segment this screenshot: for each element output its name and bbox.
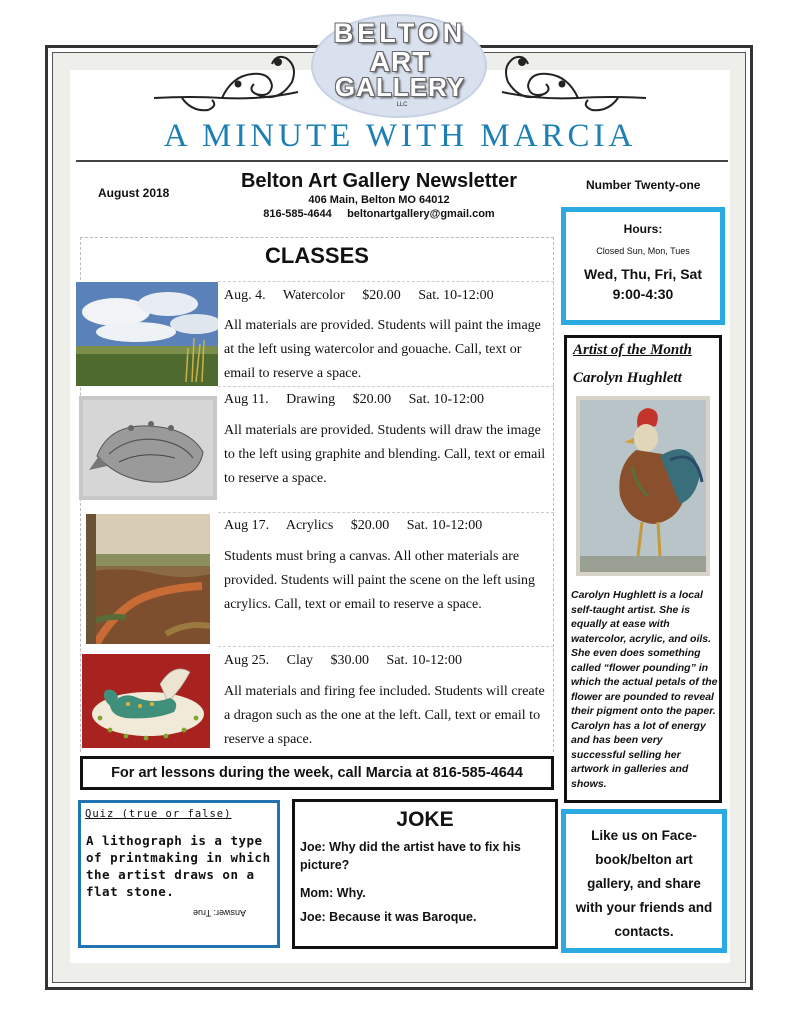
class-description-acrylics: Students must bring a canvas. All other materials are provided. Students will paint the scene on the left using acrylics. Call, text or email to reserve a space. [224,549,536,612]
flourish-left-ornament [152,46,302,118]
social-media-box: Like us on Face-book/belton art gallery, and share with your friends and contacts. [561,809,727,953]
artist-heading: Artist of the Month [573,342,692,358]
logo-text-art: ART [369,46,431,77]
joke-line: Joe: Why did the artist have to fix his picture? [300,840,521,872]
class-title-clay: Aug 25. Clay $30.00 Sat. 10-12:00 [224,653,462,668]
flourish-right-ornament [498,46,648,118]
class-description-watercolor: All materials are provided. Students will paint the image at the left using watercolor and gouache. Call, text or email to reserve a space. [224,318,541,381]
class-divider [218,281,554,282]
shell-drawing-image [79,396,217,500]
class-title-drawing: Aug 11. Drawing $20.00 Sat. 10-12:00 [224,392,485,407]
classes-heading: CLASSES [265,243,369,268]
masthead-contact: 816-585-4644 beltonartgallery@gmail.com [263,208,495,220]
clay-dragon-image [82,654,210,748]
title-divider [76,160,728,162]
class-description-drawing: All materials are provided. Students will draw the image to the left using graphite and blending. Call, text or email to reserve a space. [224,423,546,486]
class-divider [218,646,554,647]
quiz-heading: Quiz (true or false) [85,808,232,820]
hours-open-time: 9:00-4:30 [612,286,674,302]
logo-llc: LLC [396,102,408,108]
class-description-clay: All materials and firing fee included. Students will create a dragon such as the one at the left. Call, text or email to reserve a space. [224,684,545,747]
hours-open-days: Wed, Thu, Fri, Sat [584,266,702,282]
acrylic-landscape-image [86,514,210,644]
logo-text-gallery: GALLERY [334,72,466,102]
issue-date: August 2018 [98,186,170,200]
joke-line: Joe: Because it was Baroque. [300,910,477,924]
class-title-acrylics: Aug 17. Acrylics $20.00 Sat. 10-12:00 [224,518,483,533]
joke-line: Mom: Why. [300,886,366,900]
masthead-title: Belton Art Gallery Newsletter [240,170,517,192]
hours-closed-days: Closed Sun, Mon, Tues [596,246,690,256]
class-title-watercolor: Aug. 4. Watercolor $20.00 Sat. 10-12:00 [224,288,494,303]
hours-title: Hours: [623,222,663,236]
masthead [200,170,558,221]
issue-number: Number Twenty-one [586,178,701,192]
class-divider [218,512,554,513]
newsletter-title: A MINUTE WITH MARCIA [163,118,637,154]
rooster-painting-image [576,396,710,576]
artist-name: Carolyn Hughlett [573,370,682,386]
artist-bio: Carolyn Hughlett is a local self-taught artist. She is equally at ease with watercolor, acrylic, and oils. She even does something called “flower pounding” in which the actual petals of the flower are pounded to reveal their pigment onto the paper. Carolyn has a lot of energy and has been very successful selling her artwork in galleries and shows. [571,589,718,790]
joke-heading: JOKE [396,808,454,831]
watercolor-landscape-image [76,282,218,386]
logo-text-belton: BELTON [333,18,467,48]
hours-box [561,207,725,325]
masthead-address: 406 Main, Belton MO 64012 [308,194,450,206]
lessons-callout: For art lessons during the week, call Marcia at 816-585-4644 [80,756,554,790]
quiz-question: A lithograph is a type of printmaking in which the artist draws on a flat stone. [86,833,271,899]
quiz-answer-upside-down: Answer: True [193,908,247,918]
class-divider [218,386,554,387]
